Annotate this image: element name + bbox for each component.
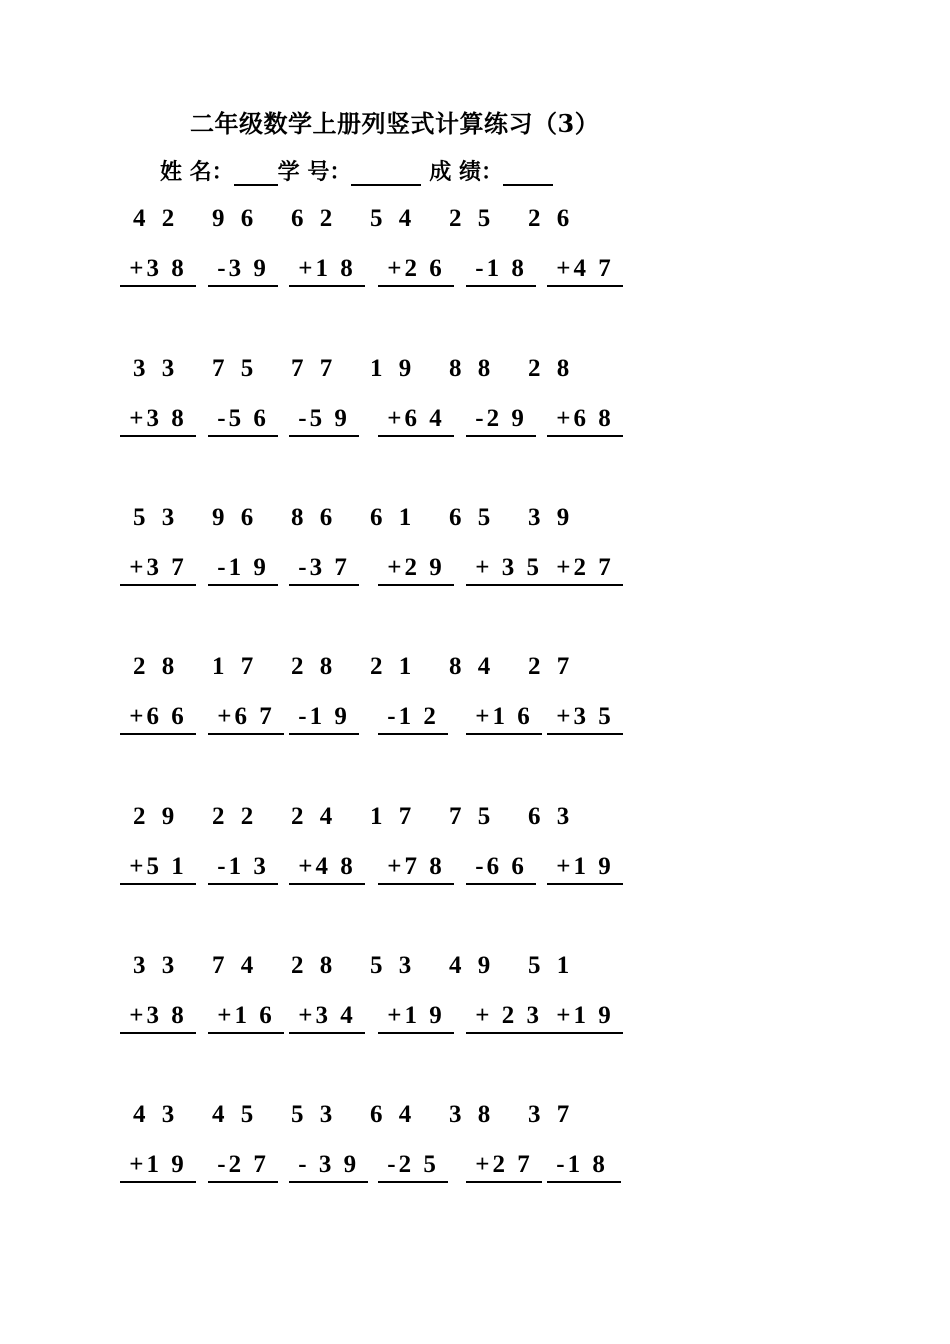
operand-with-line: -1 9: [289, 703, 359, 735]
operand-with-line: + 2 3: [466, 1002, 551, 1034]
minuend-number: 5 3: [133, 504, 180, 531]
operand-with-line: -1 8: [547, 1151, 621, 1183]
minuend-number: 6 2: [291, 205, 338, 232]
operand-with-line: +2 7: [466, 1151, 542, 1183]
minuend-number: 7 5: [212, 355, 259, 382]
minuend-number: 8 8: [449, 355, 496, 382]
operand-with-line: -3 9: [208, 255, 278, 287]
minuend-number: 7 5: [449, 803, 496, 830]
minuend-number: 3 3: [133, 355, 180, 382]
operand-with-line: -1 9: [208, 554, 278, 586]
minuend-number: 2 2: [212, 803, 259, 830]
minuend-number: 8 4: [449, 653, 496, 680]
score-label: 成 绩：: [429, 159, 504, 185]
operand-with-line: +1 6: [466, 703, 542, 735]
minuend-number: 9 6: [212, 205, 259, 232]
operand-with-line: +1 6: [208, 1002, 284, 1034]
operand-with-line: +6 6: [120, 703, 196, 735]
minuend-number: 5 3: [291, 1101, 338, 1128]
operand-with-line: +6 7: [208, 703, 284, 735]
operand-with-line: -5 6: [208, 405, 278, 437]
worksheet-title: 二年级数学上册列竖式计算练习（3）: [190, 109, 600, 138]
minuend-number: 4 9: [449, 952, 496, 979]
operand-with-line: +5 1: [120, 853, 196, 885]
operand-with-line: +3 4: [289, 1002, 365, 1034]
minuend-number: 3 3: [133, 952, 180, 979]
operand-with-line: +2 6: [378, 255, 454, 287]
operand-with-line: -2 5: [378, 1151, 448, 1183]
minuend-number: 2 1: [370, 653, 417, 680]
operand-with-line: +2 9: [378, 554, 454, 586]
minuend-number: 6 5: [449, 504, 496, 531]
operand-with-line: +3 7: [120, 554, 196, 586]
minuend-number: 3 9: [528, 504, 575, 531]
operand-with-line: +1 9: [547, 1002, 623, 1034]
minuend-number: 2 8: [528, 355, 575, 382]
minuend-number: 2 8: [291, 952, 338, 979]
operand-with-line: - 3 9: [289, 1151, 368, 1183]
minuend-number: 5 1: [528, 952, 575, 979]
minuend-number: 2 8: [291, 653, 338, 680]
minuend-number: 6 4: [370, 1101, 417, 1128]
minuend-number: 2 6: [528, 205, 575, 232]
operand-with-line: +1 9: [547, 853, 623, 885]
id-label: 学 号：: [277, 159, 352, 185]
minuend-number: 1 9: [370, 355, 417, 382]
minuend-number: 9 6: [212, 504, 259, 531]
minuend-number: 8 6: [291, 504, 338, 531]
operand-with-line: -6 6: [466, 853, 536, 885]
operand-with-line: +3 8: [120, 255, 196, 287]
minuend-number: 5 3: [370, 952, 417, 979]
minuend-number: 4 2: [133, 205, 180, 232]
name-label: 姓 名：: [160, 159, 234, 185]
minuend-number: 5 4: [370, 205, 417, 232]
operand-with-line: +4 7: [547, 255, 623, 287]
operand-with-line: -2 7: [208, 1151, 278, 1183]
minuend-number: 7 7: [291, 355, 338, 382]
operand-with-line: +3 8: [120, 1002, 196, 1034]
minuend-number: 3 7: [528, 1101, 575, 1128]
minuend-number: 6 3: [528, 803, 575, 830]
minuend-number: 3 8: [449, 1101, 496, 1128]
operand-with-line: +2 7: [547, 554, 623, 586]
operand-with-line: +1 9: [378, 1002, 454, 1034]
operand-with-line: +3 5: [547, 703, 623, 735]
minuend-number: 4 3: [133, 1101, 180, 1128]
minuend-number: 1 7: [212, 653, 259, 680]
operand-with-line: +7 8: [378, 853, 454, 885]
minuend-number: 4 5: [212, 1101, 259, 1128]
operand-with-line: -5 9: [289, 405, 359, 437]
operand-with-line: -2 9: [466, 405, 536, 437]
operand-with-line: -1 3: [208, 853, 278, 885]
operand-with-line: + 3 5: [466, 554, 551, 586]
operand-with-line: -1 8: [466, 255, 536, 287]
minuend-number: 6 1: [370, 504, 417, 531]
operand-with-line: +1 9: [120, 1151, 196, 1183]
minuend-number: 7 4: [212, 952, 259, 979]
operand-with-line: -1 2: [378, 703, 448, 735]
minuend-number: 2 5: [449, 205, 496, 232]
operand-with-line: -3 7: [289, 554, 359, 586]
operand-with-line: +3 8: [120, 405, 196, 437]
minuend-number: 2 4: [291, 803, 338, 830]
operand-with-line: +1 8: [289, 255, 365, 287]
minuend-number: 2 9: [133, 803, 180, 830]
operand-with-line: +6 8: [547, 405, 623, 437]
minuend-number: 2 7: [528, 653, 575, 680]
operand-with-line: +4 8: [289, 853, 365, 885]
minuend-number: 2 8: [133, 653, 180, 680]
operand-with-line: +6 4: [378, 405, 454, 437]
minuend-number: 1 7: [370, 803, 417, 830]
